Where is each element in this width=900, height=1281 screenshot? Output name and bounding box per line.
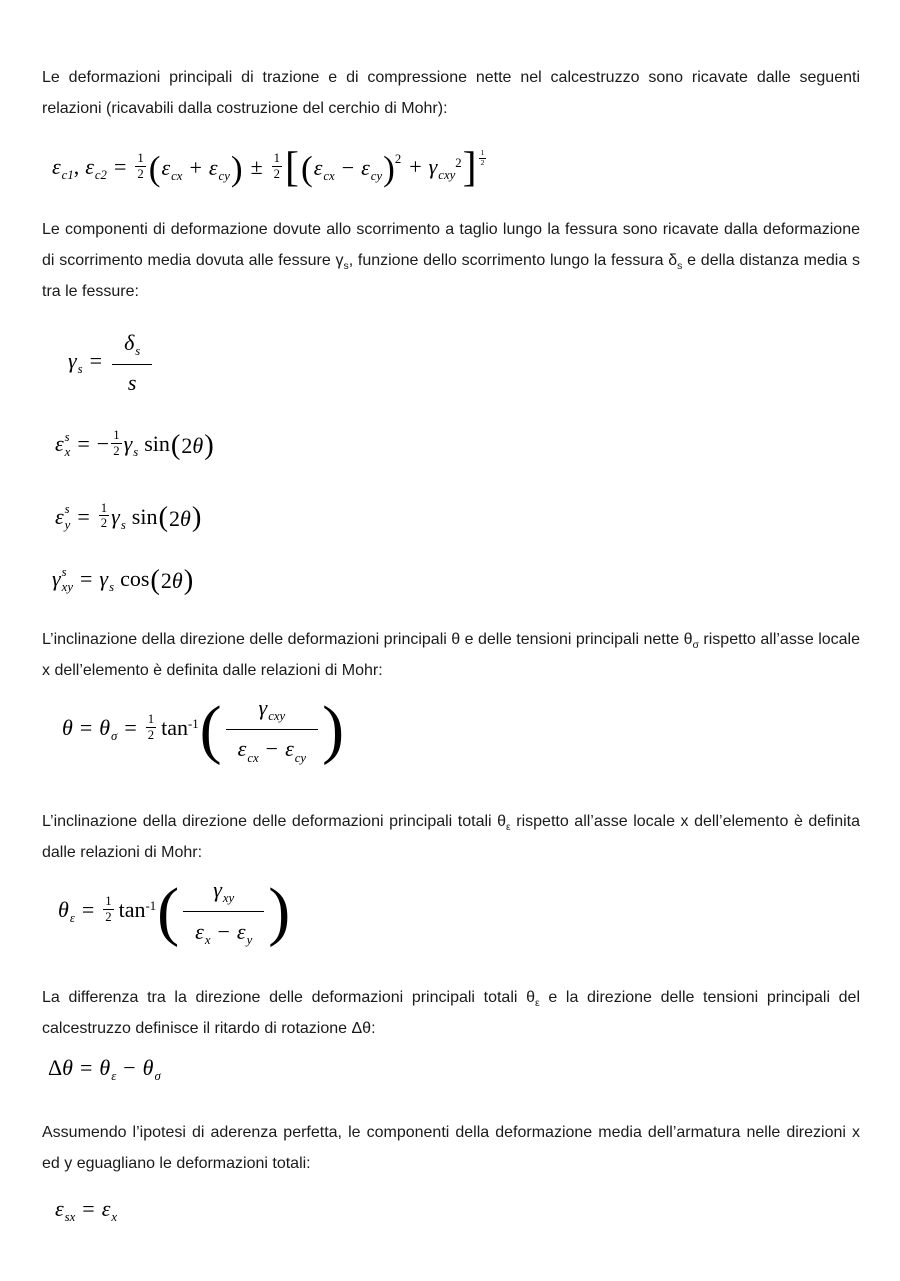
paragraph-theta-eps-intro: L’inclinazione della direzione delle deformazioni principali totali $\theta_\varepsilon$ rispetto all’asse locale x dell’elemento è definita dalle relazioni di Mohr:	[42, 812, 860, 861]
paragraph-principal-strains-intro: Le deformazioni principali di trazione e di compressione nette nel calcestruzzo sono ricavate dalle seguenti relazioni (ricavabili dalla costruzione del cerchio di Mohr):	[42, 69, 860, 117]
paragraph-shear-slip-intro: Le componenti di deformazione dovute allo scorrimento a taglio lungo la fessura sono ricavate dalla deformazione di scorrimento media dovuta alle fessure $\gamma_s$, funzione dello scorrimento lungo la fessura $\delta_s$ e della distanza media s tra le fessure:	[42, 220, 860, 300]
formula-theta-sigma: θ = θ σ = $\frac{1}{2}$ tan-1 ( γ cxy ε cx − ε cy )	[62, 692, 345, 766]
formula-principal-strains: ε c1 , ε c2 = $\frac{1}{2}$ ( ε cx + ε cy ) ± $\frac{1}{2}$ [ ( ε cx − ε cy ) 2 + γ cxy 2 ] $\frac{1}{2}$	[52, 145, 485, 191]
formula-eps-y-s: ε s y = $\frac{1}{2}$ γ s sin ( 2θ )	[55, 500, 202, 534]
formula-gamma-xy-s: γ s xy = γ s cos ( 2θ )	[52, 564, 194, 596]
formula-eps-x-s: ε s x = − $\frac{1}{2}$ γ s sin ( 2θ )	[55, 428, 214, 461]
formula-gamma-s: γ s = δ s s	[68, 327, 860, 399]
formula-theta-eps: θ ε = $\frac{1}{2}$ tan-1 ( γ xy ε x − ε y )	[58, 874, 291, 948]
paragraph-theta-sigma-intro: L’inclinazione della direzione delle deformazioni principali θ e delle tensioni principali nette $\theta_\sigma$ rispetto all’asse locale x dell’elemento è definita dalle relazioni di Mohr:	[42, 630, 860, 679]
formula-eps-sx: ε sx = ε x	[55, 1195, 118, 1225]
paragraph-perfect-bond-intro: Assumendo l’ipotesi di aderenza perfetta, le componenti della deformazione media dell’armatura nelle direzioni x ed y eguagliano le deformazioni totali:	[42, 1123, 860, 1172]
paragraph-rotation-lag-intro: La differenza tra la direzione delle deformazioni principali totali $\theta_\varepsilon$ e la direzione delle tensioni principali del calcestruzzo definisce il ritardo di rotazione Δθ:	[42, 989, 861, 1038]
formula-delta-theta: Δθ = θ ε − θ σ	[48, 1055, 161, 1084]
